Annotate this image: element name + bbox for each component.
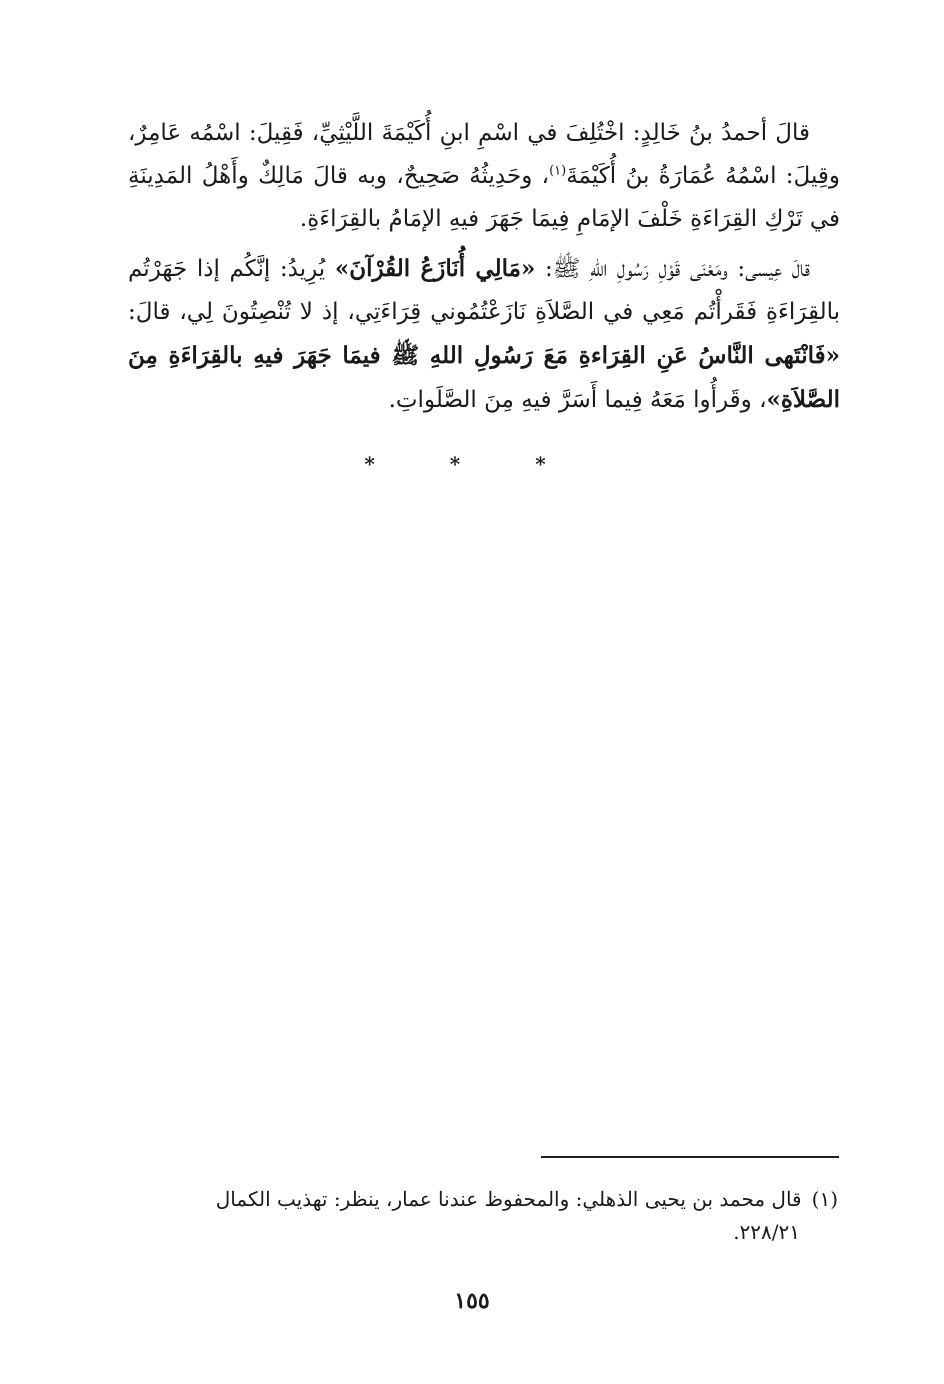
paragraph-2-text-a: قالَ عِيسى: ومَعْنَى قَوْلِ رَسُولِ اللهِ ﷺ: xyxy=(535,256,811,282)
footnote-text: قال محمد بن يحيى الذهلي: والمحفوظ عندنا عمار، ينظر: تهذيب الكمال xyxy=(215,1187,802,1211)
page-number: ١٥٥ xyxy=(454,1288,490,1314)
footnote xyxy=(116,1183,838,1249)
paragraph-1-text-b: ، وحَدِيثُهُ صَحِيحٌ، وبه قالَ مَالِكٌ وأَهْلُ المَدِينَةِ في تَرْكِ القِرَاءَةِ خَلْفَ الإمَامِ فِيمَا جَهَرَ فيهِ الإمَامُ بالقِرَاءَةِ. xyxy=(128,163,840,232)
main-text-block xyxy=(128,112,840,428)
paragraph-2-text-c: ، وقَرأُوا مَعَهُ فِيما أَسَرَّ فيهِ مِنَ الصَّلَواتِ. xyxy=(388,387,767,413)
section-separator: * * * xyxy=(364,452,580,476)
footnote-continuation: ٢٢٨/٢١. xyxy=(733,1220,800,1244)
footnote-marker: (١) xyxy=(811,1187,838,1211)
hadith-quote-2: «فَانْتَهى النَّاسُ عَنِ القِرَاءةِ مَعَ رَسُولِ اللهِ ﷺ فيمَا جَهَرَ فيهِ بالقِرَاءَةِ مِنَ الصَّلاَةِ» xyxy=(128,342,840,413)
footnote-divider xyxy=(541,1156,839,1158)
paragraph-isa xyxy=(128,247,840,422)
footnote-reference: (١) xyxy=(549,163,567,179)
paragraph-1-text-a: قالَ أحمدُ بنُ خَالِدٍ: اخْتُلِفَ في اسْمِ ابنِ أُكَيْمَةَ اللَّيْثِيِّ، فَقِيلَ: اسْمُه عَامِرٌ، وقِيلَ: اسْمُهُ عُمَارَةُ بنُ أُكَيْمَةَ xyxy=(128,120,840,189)
hadith-quote-1: «مَالِي أُنَازَعُ القُرْآنَ» xyxy=(334,255,536,282)
paragraph-ahmad-ibn-khalid xyxy=(128,112,840,241)
paragraph-2-text-b: يُرِيدُ: إنَّكُم إذا جَهَرْتُم بالقِرَاءَةِ فَقَرأْتُم مَعِي في الصَّلاَةِ نَازَعْتُمُوني قِرَاءَتِي، إذ لا تُنْصِتُونَ لِي، قالَ: xyxy=(128,256,840,325)
